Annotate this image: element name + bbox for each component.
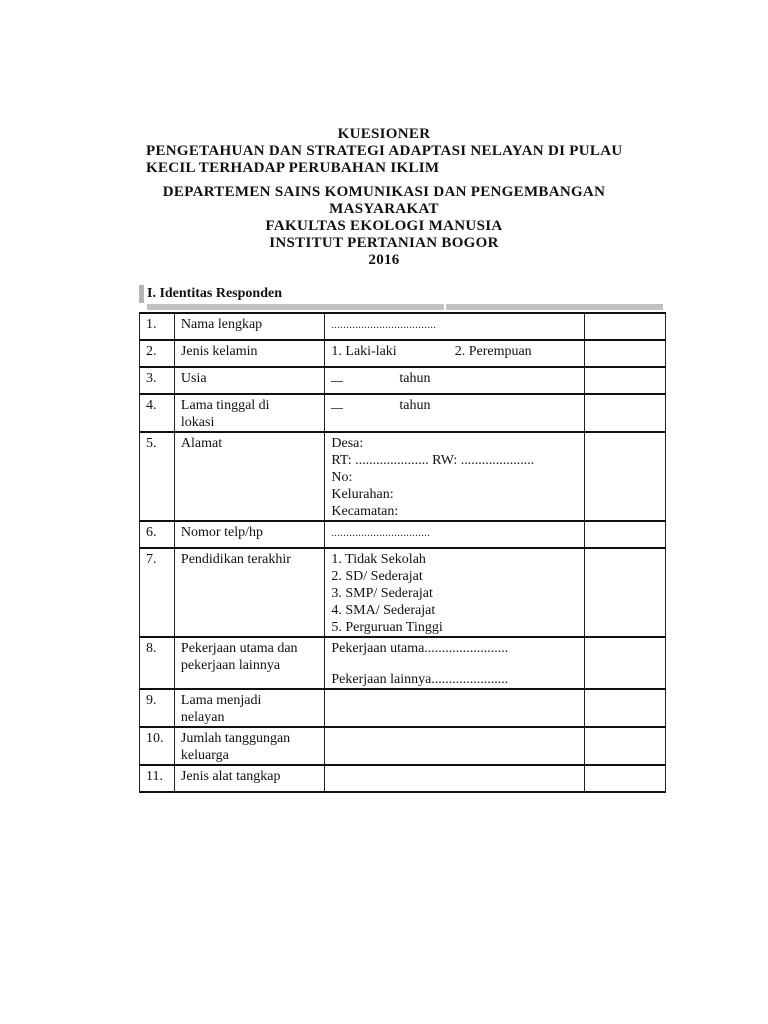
answer-field-dependents[interactable]: [325, 727, 584, 765]
row-number: 10.: [140, 727, 175, 765]
table-row: [140, 689, 666, 727]
answer-field-phone[interactable]: .................................: [325, 521, 584, 548]
extra-cell: [584, 367, 665, 394]
row-number: 9.: [140, 689, 175, 727]
subtitle-line-1: PENGETAHUAN DAN STRATEGI ADAPTASI NELAYAN DI PULAU: [146, 143, 623, 159]
question-label: Lama tinggal di lokasi: [174, 394, 324, 432]
extra-cell: [584, 548, 665, 637]
table-row: [140, 727, 666, 765]
address-kelurahan: Kelurahan:: [331, 487, 394, 502]
table-row: [140, 367, 666, 394]
section-marker: [139, 285, 144, 303]
answer-field-fishing-gear[interactable]: [325, 765, 584, 792]
row-number: 2.: [140, 340, 175, 367]
address-kecamatan: Kecamatan:: [331, 504, 399, 519]
document-subtitle: [146, 143, 646, 177]
department-line-1: DEPARTEMEN SAINS KOMUNIKASI DAN PENGEMBANGAN: [162, 184, 606, 200]
education-option[interactable]: 4. SMA/ Sederajat: [331, 603, 436, 618]
row-number: 4.: [140, 394, 175, 432]
section-heading: [139, 283, 663, 307]
table-row: [140, 637, 666, 689]
education-option[interactable]: 5. Perguruan Tinggi: [331, 620, 443, 635]
faculty-name: FAKULTAS EKOLOGI MANUSIA: [265, 218, 503, 234]
answer-field-occupation[interactable]: [325, 637, 584, 689]
question-label: Pendidikan terakhir: [174, 548, 324, 637]
section-shading-bar: [147, 304, 663, 310]
answer-field-residence-duration[interactable]: tahun: [325, 394, 584, 432]
table-row: [140, 394, 666, 432]
table-row: [140, 432, 666, 521]
question-label: Nama lengkap: [174, 313, 324, 340]
table-row: [140, 765, 666, 792]
extra-cell: [584, 765, 665, 792]
row-number: 8.: [140, 637, 175, 689]
table-row: [140, 340, 666, 367]
department-name: [0, 184, 768, 218]
gender-option-female[interactable]: 2. Perempuan: [454, 344, 532, 359]
table-row: [140, 548, 666, 637]
row-number: 5.: [140, 432, 175, 521]
extra-cell: [584, 689, 665, 727]
row-number: 7.: [140, 548, 175, 637]
table-row: [140, 313, 666, 340]
address-rt-rw: RT: ..................... RW: .....................: [331, 453, 535, 468]
section-title: I. Identitas Responden: [147, 286, 282, 301]
main-occupation[interactable]: Pekerjaan utama........................: [331, 641, 509, 656]
extra-cell: [584, 340, 665, 367]
question-label: Pekerjaan utama dan pekerjaan lainnya: [174, 637, 324, 689]
question-label: Nomor telp/hp: [174, 521, 324, 548]
extra-cell: [584, 313, 665, 340]
question-label: Lama menjadi nelayan: [174, 689, 324, 727]
row-number: 1.: [140, 313, 175, 340]
extra-cell: [584, 432, 665, 521]
question-label: Jenis alat tangkap: [174, 765, 324, 792]
answer-field-fishing-duration[interactable]: [325, 689, 584, 727]
document-title: KUESIONER: [337, 126, 431, 142]
question-label: Jumlah tanggungan keluarga: [174, 727, 324, 765]
other-occupation[interactable]: Pekerjaan lainnya......................: [331, 672, 509, 687]
extra-cell: [584, 394, 665, 432]
row-number: 11.: [140, 765, 175, 792]
gender-option-male[interactable]: 1. Laki-laki: [331, 344, 397, 359]
row-number: 3.: [140, 367, 175, 394]
institute-name: INSTITUT PERTANIAN BOGOR: [269, 235, 499, 251]
department-line-2: MASYARAKAT: [329, 201, 439, 217]
respondent-identity-table: [139, 312, 666, 793]
table-row: [140, 521, 666, 548]
answer-field-gender[interactable]: [325, 340, 584, 367]
answer-field-age[interactable]: tahun: [325, 367, 584, 394]
education-option[interactable]: 1. Tidak Sekolah: [331, 552, 426, 567]
subtitle-line-2: KECIL TERHADAP PERUBAHAN IKLIM: [146, 160, 440, 176]
question-label: Jenis kelamin: [174, 340, 324, 367]
extra-cell: [584, 521, 665, 548]
question-label: Usia: [174, 367, 324, 394]
question-label: Alamat: [174, 432, 324, 521]
answer-field-address[interactable]: [325, 432, 584, 521]
document-year: 2016: [368, 252, 400, 268]
education-option[interactable]: 3. SMP/ Sederajat: [331, 586, 433, 601]
address-desa: Desa:: [331, 436, 364, 451]
row-number: 6.: [140, 521, 175, 548]
answer-field-name[interactable]: ...................................: [325, 313, 584, 340]
education-option[interactable]: 2. SD/ Sederajat: [331, 569, 423, 584]
extra-cell: [584, 637, 665, 689]
address-no: No:: [331, 470, 353, 485]
answer-field-education[interactable]: [325, 548, 584, 637]
extra-cell: [584, 727, 665, 765]
